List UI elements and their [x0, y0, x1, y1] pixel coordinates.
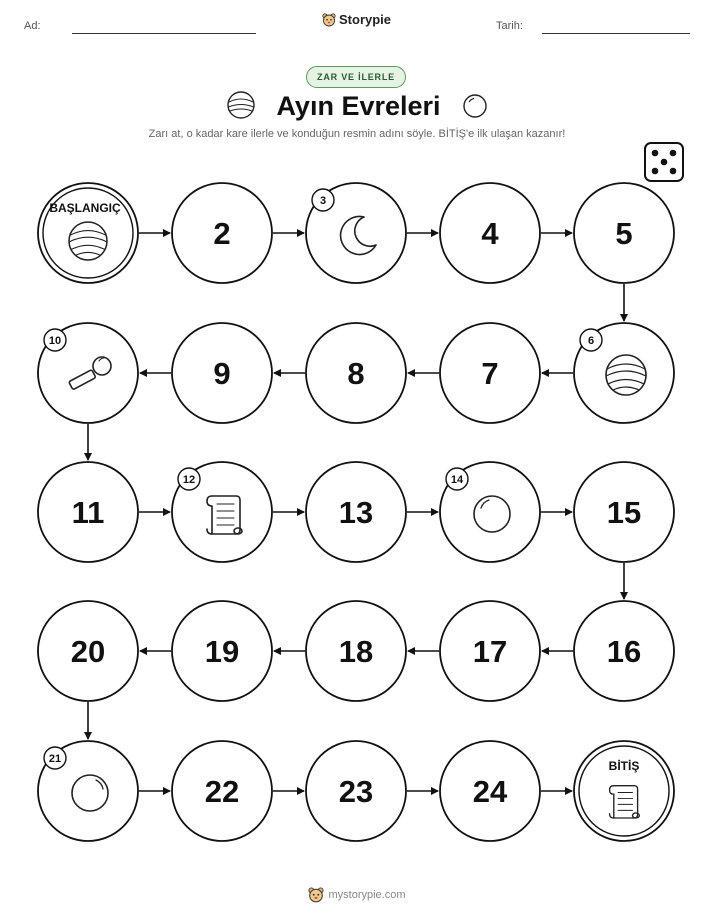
board-cell-13[interactable]: [306, 462, 406, 562]
start-label: BAŞLANGIÇ: [49, 201, 121, 215]
board-cell-4[interactable]: [440, 183, 540, 283]
board-cell-9[interactable]: [172, 323, 272, 423]
cell-number: 23: [338, 774, 374, 809]
footer: [0, 887, 714, 903]
cell-badge: [44, 329, 66, 351]
svg-text:12: 12: [182, 474, 196, 486]
board-cell-14[interactable]: [440, 462, 540, 562]
board-cell-16[interactable]: [574, 601, 674, 701]
cell-number: 8: [347, 356, 365, 391]
svg-text:10: 10: [48, 335, 62, 347]
board-cell-11[interactable]: [38, 462, 138, 562]
cell-number: 24: [472, 774, 508, 809]
board-cell-12[interactable]: [172, 462, 272, 562]
cell-number: 9: [213, 356, 231, 391]
board-cell-1[interactable]: [38, 183, 138, 283]
title-text: Ayın Evreleri: [276, 91, 441, 121]
board-cell-20[interactable]: [38, 601, 138, 701]
cell-number: 16: [606, 634, 642, 669]
svg-text:14: 14: [450, 474, 464, 486]
cell-badge: [312, 189, 334, 211]
cell-badge: [580, 329, 602, 351]
game-type-badge: ZAR VE İLERLE: [306, 66, 406, 88]
board-cell-17[interactable]: [440, 601, 540, 701]
cell-badge: [44, 747, 66, 769]
storypie-bear-icon: [308, 887, 324, 903]
cell-badge: [446, 468, 468, 490]
svg-text:6: 6: [587, 335, 595, 347]
board-cell-6[interactable]: [574, 323, 674, 423]
cell-number: 2: [213, 216, 231, 251]
cell-badge: [178, 468, 200, 490]
board-cell-18[interactable]: [306, 601, 406, 701]
board-cell-8[interactable]: [306, 323, 406, 423]
board-cell-10[interactable]: [38, 323, 138, 423]
cell-number: 5: [615, 216, 633, 251]
board-cell-15[interactable]: [574, 462, 674, 562]
name-label: Ad:: [24, 20, 41, 32]
board-cell-24[interactable]: [440, 741, 540, 841]
cell-number: 4: [481, 216, 499, 251]
cell-number: 11: [71, 495, 105, 530]
board-cell-19[interactable]: [172, 601, 272, 701]
date-label: Tarih:: [496, 20, 523, 32]
cell-number: 20: [70, 634, 106, 669]
board-cell-3[interactable]: [306, 183, 406, 283]
board-cell-25[interactable]: [574, 741, 674, 841]
cell-number: 18: [338, 634, 374, 669]
svg-text:21: 21: [48, 753, 62, 765]
board-cell-5[interactable]: [574, 183, 674, 283]
svg-text:3: 3: [319, 195, 327, 207]
board-cell-7[interactable]: [440, 323, 540, 423]
instructions: Zarı at, o kadar kare ilerle ve konduğun resmin adını söyle. BİTİŞ'e ilk ulaşan kazanır!: [148, 128, 566, 140]
brand-name: Storypie: [339, 12, 392, 27]
board-cell-2[interactable]: [172, 183, 272, 283]
cell-number: 17: [472, 634, 508, 669]
footer-url[interactable]: mystorypie.com: [328, 889, 406, 901]
cell-number: 7: [481, 356, 499, 391]
cell-number: 15: [606, 495, 642, 530]
cell-number: 13: [338, 495, 374, 530]
finish-label: BİTİŞ: [608, 759, 640, 773]
cell-number: 19: [204, 634, 240, 669]
board-cell-23[interactable]: [306, 741, 406, 841]
cell-number: 22: [204, 774, 240, 809]
board-cell-21[interactable]: [38, 741, 138, 841]
board-cell-22[interactable]: [172, 741, 272, 841]
